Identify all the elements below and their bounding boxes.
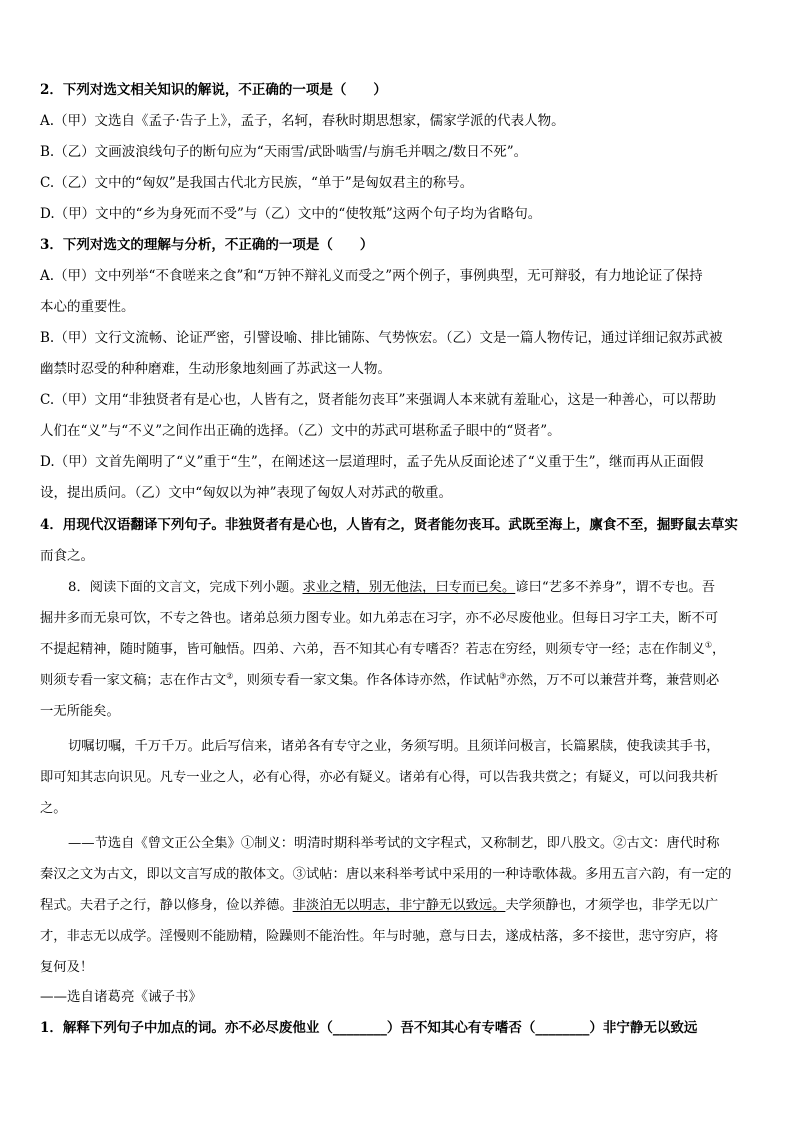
footnote-marker-3: ③	[499, 671, 507, 681]
passage-line: 即可知其志向识见。凡专一业之人，必有心得，亦必有疑义。诸弟有心得，可以告我共赏之；有疑义，可以问我共析	[40, 770, 719, 785]
source-citation: ——选自诸葛亮《诫子书》	[40, 989, 202, 1005]
passage-line	[40, 665, 786, 696]
question-4-line1: 4．用现代汉语翻译下列句子。非独贤者有是心也，人皆有之，贤者能勿丧耳。武既至海上，廪食不至，掘野鼠去草实	[40, 517, 738, 533]
option-d-line2: 设，提出质问。（乙）文中“匈奴以为神”表现了匈奴人对苏武的敬重。	[40, 485, 453, 501]
passage-text: 不提起精神，随时随事，皆可触悟。四弟、六弟，吾不知其心有专嗜否？若志在穷经，则须专守一经；志在作制义	[40, 642, 705, 657]
passage-text: 则须专看一家文稿；志在作古文	[40, 673, 227, 688]
passage-line: 掘井多而无泉可饮，不专之咎也。诸弟总须力图专业。如九弟志在习字，亦不必尽废他业。但每日习字工夫，断不可	[40, 611, 719, 626]
option-b-line2: 幽禁时忍受的种种磨难，生动形象地刻画了苏武这一人物。	[40, 361, 391, 377]
question-stem: 3．下列对选文的理解与分析，不正确的一项是（ ）	[40, 237, 374, 253]
question-4-line2: 而食之。	[40, 548, 94, 564]
option-b: B.（乙）文画波浪线句子的断句应为“天雨雪/武卧啮雪/与旃毛并咽之/数日不死”。	[40, 144, 528, 160]
question-3	[40, 230, 786, 509]
passage-line: 切嘱切嘱，千万千万。此后写信来，诸弟各有专守之业，务须写明。且须详问极言，长篇累牍，使我读其手书，	[68, 739, 720, 754]
option-a-line2: 本心的重要性。	[40, 299, 135, 315]
passage-line: 之。	[40, 801, 67, 816]
passage-line: 才，非志无以成学。淫慢则不能励精，险躁则不能治性。年与时驰，意与日去，遂成枯落，多不接世，悲守穷庐，将	[40, 929, 719, 944]
option-d: D.（甲）文中的“乡为身死而不受”与（乙）文中的“使牧羝”这两个句子均为省略句。	[40, 206, 542, 222]
question-8-passage	[40, 572, 786, 983]
underlined-sentence: 求业之精，别无他法，曰专而已矣。	[302, 580, 516, 595]
question-1	[40, 982, 786, 1044]
passage-text: ，则须专看一家文集。作各体诗亦然，作试帖	[233, 673, 500, 688]
option-c: C.（乙）文中的“匈奴”是我国古代北方民族，“单于”是匈奴君主的称号。	[40, 175, 474, 191]
underlined-sentence: 非淡泊无以明志，非宁静无以致远。	[292, 898, 506, 913]
question-2	[40, 75, 786, 230]
option-c-line1: C.（甲）文用“非独贤者有是心也，人皆有之，贤者能勿丧耳”来强调人本来就有羞耻心，这是一种善心，可以帮助	[40, 392, 716, 408]
question-stem: 2．下列对选文相关知识的解说，不正确的一项是（ ）	[40, 82, 387, 98]
passage-line: 复何及！	[40, 960, 94, 975]
passage-text: 程式。夫君子之行，静以修身，俭以养德。	[40, 898, 293, 913]
passage-line: 一无所能矣。	[40, 704, 120, 719]
passage-line: 不提起精神，随时随事，皆可触悟。四弟、六弟，吾不知其心有专嗜否？若志在穷经，则须专守一经；志在作制义①，	[40, 640, 726, 657]
notes-line: ——节选自《曾文正公全集》①制义：明清时期科举考试的文字程式，又称制艺，即八股文。②古文：唐代时称	[68, 836, 720, 851]
footnote-marker-2: ②	[226, 671, 234, 681]
passage-text: 谚曰“艺多不养身”，谓不专也。吾	[515, 580, 716, 595]
option-d-line1: D.（甲）文首先阐明了“义”重于“生”，在阐述这一层道理时，孟子先从反面论述了“义重于生”，继而再从正面假	[40, 454, 704, 470]
option-c-line2: 人们在“义”与“不义”之间作出正确的选择。（乙）文中的苏武可堪称孟子眼中的“贤者”。	[40, 423, 561, 439]
question-4	[40, 510, 786, 572]
passage-line	[40, 890, 786, 921]
option-a: A.（甲）文选自《孟子·告子上》，孟子，名轲，春秋时期思想家，儒家学派的代表人物。	[40, 113, 565, 129]
question-8-lead: 8．阅读下面的文言文，完成下列小题。	[68, 580, 303, 595]
option-a-line1: A.（甲）文中列举“不食嗟来之食”和“万钟不辩礼义而受之”两个例子，事例典型，无可辩驳，有力地论证了保持	[40, 268, 703, 284]
question-1-stem: 1．解释下列句子中加点的词。亦不必尽废他业（________）吾不知其心有专嗜否（________）非宁静无以致远	[40, 1020, 698, 1036]
passage-line	[40, 572, 786, 603]
passage-text: 夫学须静也，才须学也，非学无以广	[505, 898, 719, 913]
passage-text: 亦然，万不可以兼营并骛，兼营则必	[506, 673, 720, 688]
footnote-marker-1: ①	[704, 640, 713, 650]
notes-line: 秦汉之文为古文，即以文言写成的散体文。③试帖：唐以来科举考试中采用的一种诗歌体裁。多用五言六韵，有一定的	[40, 867, 732, 882]
option-b-line1: B.（甲）文行文流畅、论证严密，引譬设喻、排比铺陈、气势恢宏。（乙）文是一篇人物传记，通过详细记叙苏武被	[40, 330, 723, 346]
